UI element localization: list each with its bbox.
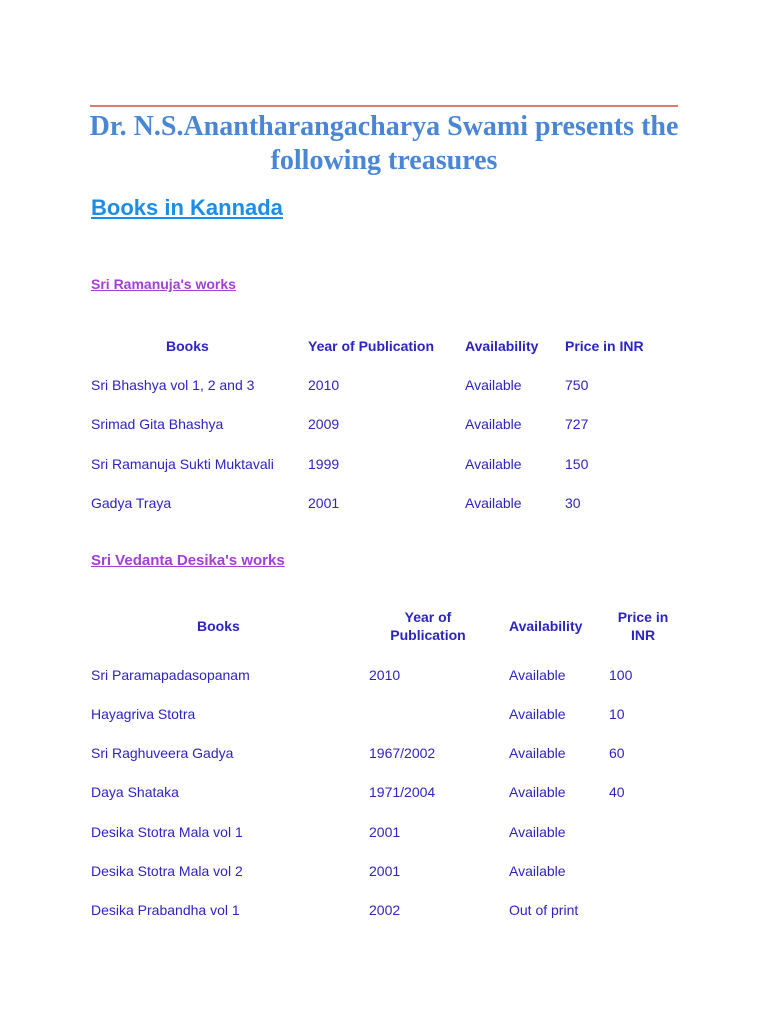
desika-row-3-book: Sri Raghuveera Gadya [91,745,234,761]
desika-row-5-availability: Available [509,824,566,840]
page-title-line-1: Dr. N.S.Anantharangacharya Swami presents the [89,111,679,142]
section-title-books-in-kannada: Books in Kannada [91,195,283,220]
desika-row-7-availability: Out of print [509,902,579,918]
ramanuja-works-heading: Sri Ramanuja's works [91,276,236,292]
desika-row-4-price: 40 [609,784,625,800]
ramanuja-col-year: Year of Publication [308,338,435,354]
ramanuja-row-3-price: 150 [565,456,589,472]
ramanuja-row-2-book: Srimad Gita Bhashya [91,416,224,432]
ramanuja-row-3-book: Sri Ramanuja Sukti Muktavali [91,456,274,472]
desika-row-5-year: 2001 [369,824,401,840]
desika-col-books: Books [197,618,240,634]
desika-col-year [378,608,478,644]
desika-col-year-line-1: Year of [404,609,452,625]
ramanuja-col-availability: Availability [465,338,539,354]
desika-row-2-book: Hayagriva Stotra [91,706,196,722]
ramanuja-row-1-price: 750 [565,377,589,393]
ramanuja-col-price: Price in INR [565,338,644,354]
desika-col-price-line-2: INR [630,627,656,643]
ramanuja-row-3-availability: Available [465,456,522,472]
ramanuja-row-4-year: 2001 [308,495,340,511]
desika-row-2-availability: Available [509,706,566,722]
desika-row-3-price: 60 [609,745,625,761]
desika-row-1-book: Sri Paramapadasopanam [91,667,250,683]
ramanuja-row-2-year: 2009 [308,416,340,432]
desika-row-2-price: 10 [609,706,625,722]
ramanuja-row-1-year: 2010 [308,377,340,393]
desika-row-1-price: 100 [609,667,633,683]
ramanuja-row-4-book: Gadya Traya [91,495,172,511]
desika-row-6-availability: Available [509,863,566,879]
desika-row-4-book: Daya Shataka [91,784,179,800]
ramanuja-row-2-price: 727 [565,416,589,432]
ramanuja-row-4-availability: Available [465,495,522,511]
ramanuja-col-books: Books [166,338,209,354]
ramanuja-row-3-year: 1999 [308,456,340,472]
desika-col-availability: Availability [509,618,583,634]
ramanuja-row-1-book: Sri Bhashya vol 1, 2 and 3 [91,377,255,393]
page-title-line-2: following treasures [270,145,498,176]
top-divider [90,105,678,107]
ramanuja-row-4-price: 30 [565,495,581,511]
desika-row-1-year: 2010 [369,667,401,683]
page-title [80,110,688,178]
desika-col-price-line-1: Price in [617,609,669,625]
desika-col-price [608,608,678,644]
desika-row-7-year: 2002 [369,902,401,918]
desika-col-year-line-2: Publication [390,627,466,643]
desika-row-4-year: 1971/2004 [369,784,436,800]
desika-row-1-availability: Available [509,667,566,683]
desika-row-5-book: Desika Stotra Mala vol 1 [91,824,243,840]
desika-row-6-book: Desika Stotra Mala vol 2 [91,863,243,879]
desika-row-3-availability: Available [509,745,566,761]
desika-works-heading: Sri Vedanta Desika's works [91,552,285,569]
desika-row-6-year: 2001 [369,863,401,879]
ramanuja-row-1-availability: Available [465,377,522,393]
desika-row-3-year: 1967/2002 [369,745,436,761]
desika-row-7-book: Desika Prabandha vol 1 [91,902,240,918]
desika-row-4-availability: Available [509,784,566,800]
ramanuja-row-2-availability: Available [465,416,522,432]
